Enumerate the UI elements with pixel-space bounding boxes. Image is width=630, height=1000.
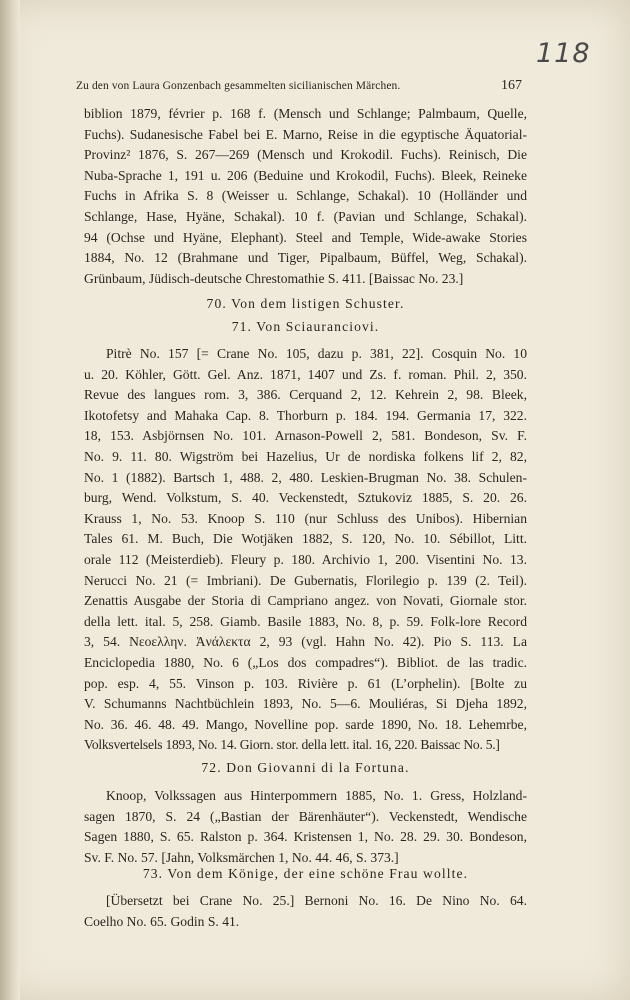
handwritten-page-number: 118 xyxy=(536,38,591,69)
text-line: pop. esp. 4, 55. Vinson p. 103. Rivière p. 61 (L’orphelin). [Bolte zu xyxy=(84,675,527,691)
text-line: Provinz² 1876, S. 267—269 (Mensch und Krokodil. Fuchs). Reinisch, Die xyxy=(84,147,527,163)
text-line: Krauss 1, No. 53. Knoop S. 110 (nur Schluss des Unibos). Hibernian xyxy=(84,510,527,526)
page-number: 167 xyxy=(501,78,522,93)
paragraph-71 xyxy=(84,344,527,756)
text-line: burg, Wend. Volkstum, S. 40. Veckenstedt, Sztukoviz 1885, S. 20. 26. xyxy=(84,490,527,506)
text-line: Nerucci No. 21 (= Imbriani). De Gubernatis, Florilegio p. 139 (2. Teil). xyxy=(84,572,527,588)
text-line: Volksvertelsels 1893, No. 14. Giorn. stor. della lett. ital. 16, 220. Baissac No. 5.] xyxy=(84,737,500,753)
text-line: Knoop, Volkssagen aus Hinterpommern 1885, No. 1. Gress, Holzland- xyxy=(106,788,527,803)
text-line: 1884, No. 12 (Brahmane und Tiger, Pipalbaum, Büffel, Weg, Schakal). xyxy=(84,250,527,266)
text-line: Fuchs in Afrika S. 8 (Weisser u. Schlange, Schakal). 10 (Holländer und xyxy=(84,188,527,204)
text-line: biblion 1879, février p. 168 f. (Mensch und Schlange; Palmbaum, Quelle, xyxy=(84,106,527,121)
section-heading-73: 73. Von dem Könige, der eine schöne Frau wollte. xyxy=(142,866,469,881)
text-line: Ikotofetsy and Mahaka Cap. 8. Thorburn p. 184. 194. Germania 17, 322. xyxy=(84,407,527,423)
text-line: [Übersetzt bei Crane No. 25.] Bernoni No. 16. De Nino No. 64. xyxy=(106,893,527,908)
text-line: u. 20. Köhler, Gött. Gel. Anz. 1871, 1407 und Zs. f. roman. Phil. 2, 350. xyxy=(84,366,527,382)
section-heading-71: 71. Von Sciauranciovi. xyxy=(231,319,380,334)
paragraph-72 xyxy=(84,786,527,868)
paragraph-73 xyxy=(84,891,527,932)
text-line: No. 36. 46. 48. 49. Mango, Novelline pop. sarde 1890, No. 18. Lehemrbe, xyxy=(84,716,527,732)
text-line: orale 112 (Meisterdieb). Fleury p. 180. Archivio 1, 200. Visentini No. 13. xyxy=(84,551,527,567)
section-heading-70: 70. Von dem listigen Schuster. xyxy=(206,296,405,311)
text-line: 3, 54. Νεοελλην. Ἀνάλεκτα 2, 93 (vgl. Hahn No. 42). Pio S. 113. La xyxy=(84,634,527,650)
text-line: No. 9. 11. 80. Wigström bei Hazelius, Ur de nordiska folkens lif 2, 82, xyxy=(84,448,527,464)
text-line: Grünbaum, Jüdisch-deutsche Chrestomathie S. 411. [Baissac No. 23.] xyxy=(84,270,464,286)
text-line: V. Schumanns Nachtbüchlein 1893, No. 5—6. Mouliéras, Si Djeha 1892, xyxy=(84,696,527,712)
text-line: Revue des langues rom. 3, 386. Cerquand 2, 12. Kehrein 2, 98. Bleek, xyxy=(84,387,527,403)
text-line: Sv. F. No. 57. [Jahn, Volksmärchen 1, No. 44. 46, S. 373.] xyxy=(84,849,399,865)
text-line: Enciclopedia 1880, No. 6 („Los dos compadres“). Bibliot. de las tradic. xyxy=(84,654,527,670)
text-line: Schlange, Hase, Hyäne, Schakal). 10 f. (Pavian und Schlange, Schakal). xyxy=(84,208,527,224)
running-head: Zu den von Laura Gonzenbach gesammelten sicilianischen Märchen. xyxy=(76,80,401,92)
paragraph-continued xyxy=(84,104,527,289)
text-line: 94 (Ochse und Hyäne, Elephant). Steel and Temple, Wide-awake Stories xyxy=(84,229,527,245)
text-line: No. 1 (1882). Bartsch 1, 488. 2, 480. Leskien-Brugman No. 38. Schulen- xyxy=(84,469,527,485)
text-line: sagen 1870, S. 24 („Bastian der Bärenhäuter“). Veckenstedt, Wendische xyxy=(84,808,527,824)
text-line: Coelho No. 65. Godin S. 41. xyxy=(84,913,240,929)
text-line: Fuchs). Sudanesische Fabel bei E. Marno, Reise in die egyptische Äquatorial- xyxy=(84,126,527,142)
text-line: della lett. ital. 5, 258. Giamb. Basile 1883, No. 8, p. 59. Folk-lore Record xyxy=(84,613,527,629)
text-line: Zenattis Ausgabe der Storia di Campriano angez. von Novati, Giornale stor. xyxy=(84,593,527,609)
text-line: Nuba-Sprache 1, 191 u. 206 (Beduine und Krokodil, Fuchs). Bleek, Reineke xyxy=(84,167,527,183)
text-line: 18, 153. Asbjörnsen No. 101. Arnason-Powell 2, 581. Bondeson, Sv. F. xyxy=(84,428,527,444)
section-heading-72: 72. Don Giovanni di la Fortuna. xyxy=(201,760,410,775)
text-line: Sagen 1880, S. 65. Ralston p. 364. Kristensen 1, No. 28. 29. 30. Bondeson, xyxy=(84,829,527,845)
page-gutter xyxy=(0,0,20,1000)
text-line: Pitrè No. 157 [= Crane No. 105, dazu p. 381, 22]. Cosquin No. 10 xyxy=(106,346,527,361)
text-line: Tales 61. M. Buch, Die Wotjäken 1882, S. 120, No. 10. Sébillot, Litt. xyxy=(84,531,527,547)
